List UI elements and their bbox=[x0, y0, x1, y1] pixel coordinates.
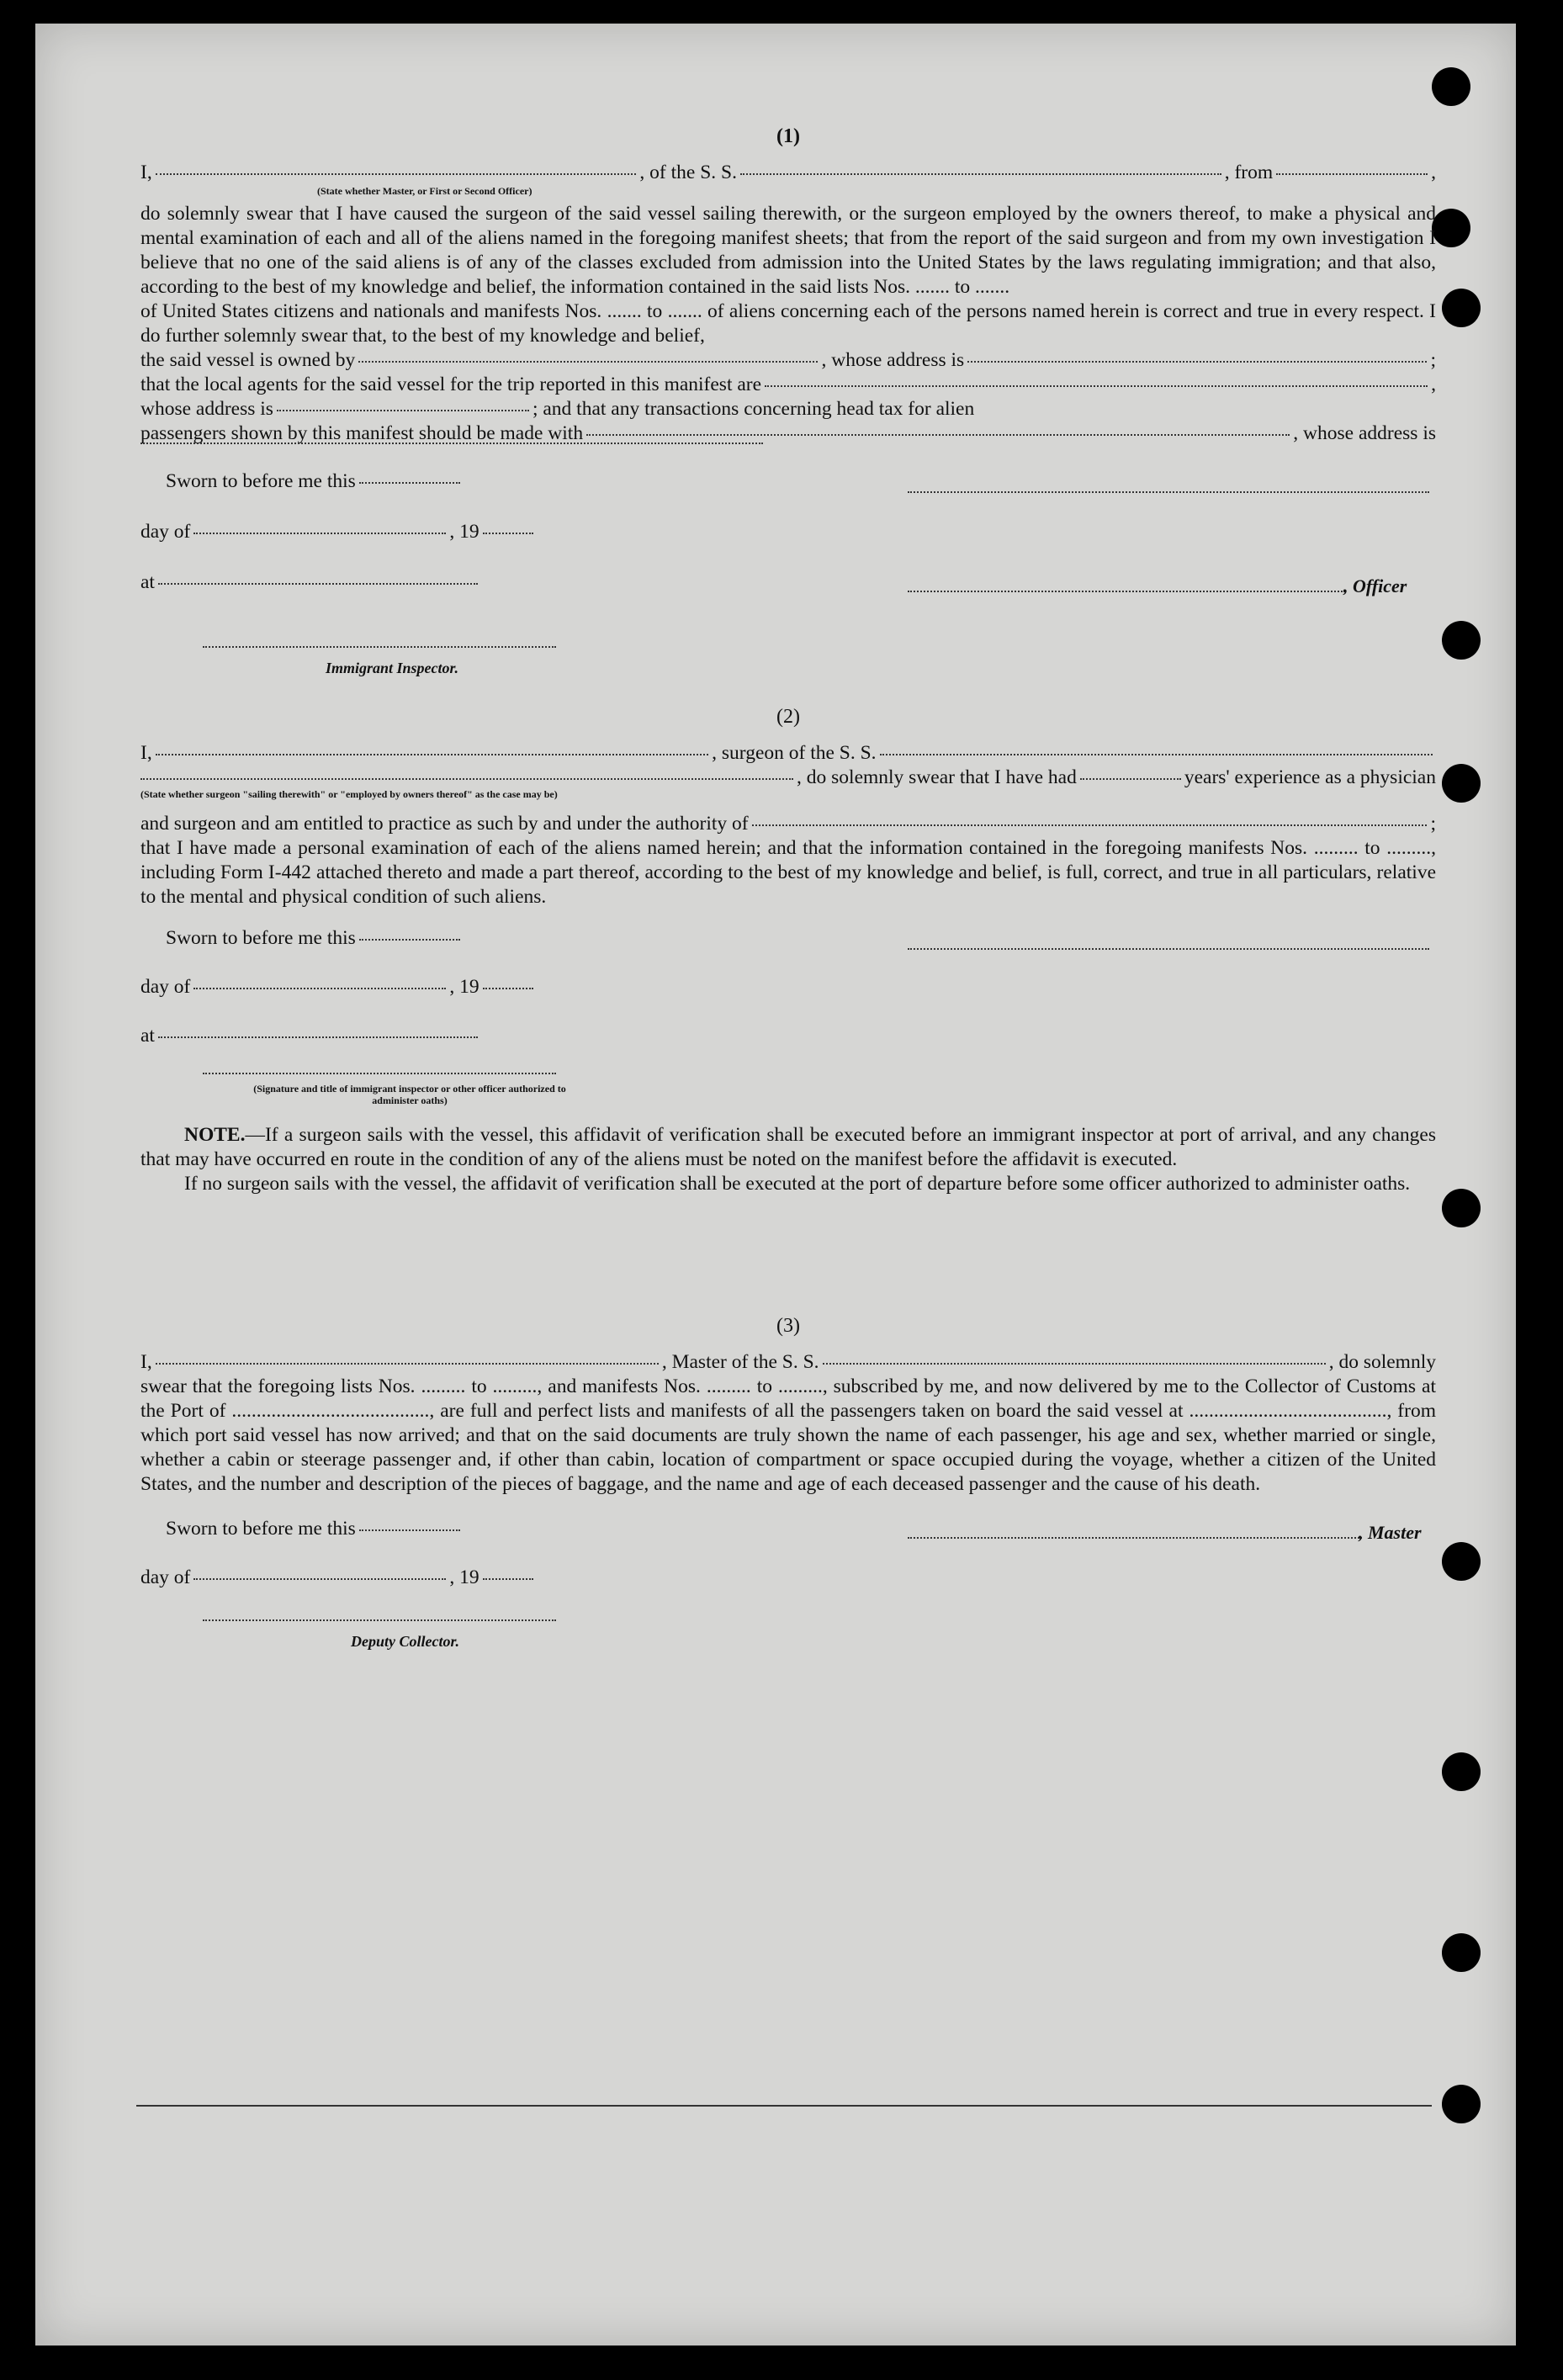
s3-paragraph: swear that the foregoing lists Nos. ......... to ........., and manifests Nos. ......... to ........., subscribed by me, and now delivered by me to the Collector of Customs at the Port of ........................................, are full and perfect lists and manifests of all the passengers taken on board the said vessel at ........................................, from which port said vessel has now arrived; and that on the said documents are truly shown the name of each passenger, his age and sex, whether married or single, whether a cabin or steerage passenger and, if other than cabin, location of compartment or space occupied during the voyage, whether a citizen of the United States, and the number and description of the pieces of baggage, and the name and age of each deceased passenger and the cause of his death. bbox=[140, 1376, 1436, 1495]
s3-vessel-field[interactable] bbox=[823, 1363, 1326, 1365]
s2-swear-had: , do solemnly swear that I have had bbox=[797, 766, 1077, 788]
s1-address-tail-line bbox=[140, 446, 1436, 448]
s1-inspector-label: Immigrant Inspector. bbox=[326, 660, 459, 676]
s1-at-label: at bbox=[140, 571, 155, 593]
s2-sworn-day-field[interactable] bbox=[359, 939, 460, 941]
s3-sworn-label: Sworn to before me this bbox=[166, 1518, 356, 1540]
s3-sworn-block bbox=[140, 1517, 1436, 1660]
s3-day-row bbox=[140, 1566, 537, 1590]
s1-passengers: passengers shown by this manifest should be made with bbox=[140, 422, 584, 444]
s1-line-1: I, , of the S. S. , from , bbox=[140, 162, 1437, 183]
section-1-number: (1) bbox=[776, 125, 800, 147]
s1-inspector-signature-line[interactable] bbox=[203, 646, 556, 648]
punch-hole bbox=[1442, 289, 1481, 327]
s2-year-label: , 19 bbox=[449, 976, 479, 998]
s3-master-name-field[interactable] bbox=[156, 1363, 659, 1365]
s2-inspector-signature-line[interactable] bbox=[203, 1073, 556, 1074]
officer-rank-field[interactable] bbox=[156, 173, 637, 175]
s1-local-agents: that the local agents for the said vessel for the trip reported in this manifest are bbox=[140, 374, 762, 395]
punch-hole bbox=[1432, 67, 1470, 106]
s2-years-exp: years' experience as a physician bbox=[1184, 766, 1436, 788]
s1-whose-address-is: whose address is bbox=[140, 398, 273, 420]
s2-sworn-row bbox=[166, 926, 464, 951]
s1-officer-signature-line[interactable] bbox=[908, 591, 1345, 592]
owner-field[interactable] bbox=[358, 361, 818, 363]
s1-year-label: , 19 bbox=[449, 521, 479, 543]
head-tax-address-field[interactable] bbox=[140, 443, 763, 444]
punch-hole bbox=[1442, 1189, 1481, 1227]
s3-month-field[interactable] bbox=[193, 1578, 446, 1580]
authority-field[interactable] bbox=[752, 824, 1428, 826]
departure-port-field[interactable] bbox=[1276, 173, 1428, 175]
s3-line-1 bbox=[140, 1350, 1436, 1375]
s3-master-of: , Master of the S. S. bbox=[661, 1351, 819, 1373]
s3-year-field[interactable] bbox=[483, 1578, 533, 1580]
s1-from: , from bbox=[1224, 162, 1274, 183]
s1-paragraph-a: do solemnly swear that I have caused the surgeon of the said vessel sailing therewith, or the surgeon employed by the owners thereof, to make a physical and mental examination of each and all of the aliens named in the foregoing manifest sheets; that from the report of the said surgeon and from my own investigation I believe that no one of the said aliens is of any of the classes excluded from admission into the United States by the laws regulating immigration; and that also, according to the best of my knowledge and belief, the information contained in the said lists Nos. ....... to ....... bbox=[140, 203, 1436, 298]
surgeon-name-field[interactable] bbox=[156, 754, 708, 755]
agent-address-field[interactable] bbox=[277, 410, 529, 411]
punch-hole bbox=[1442, 2085, 1481, 2123]
s2-authority: and surgeon and am entitled to practice as such by and under the authority of bbox=[140, 813, 749, 835]
head-tax-contact-field[interactable] bbox=[586, 434, 1290, 436]
s2-authority-line: and surgeon and am entitled to practice as such by and under the authority of ; bbox=[140, 813, 1436, 835]
punch-hole bbox=[1442, 621, 1481, 660]
s2-surgeon-signature-line[interactable] bbox=[908, 948, 1429, 950]
s1-head-tax: ; and that any transactions concerning head tax for alien bbox=[532, 398, 975, 420]
punch-hole bbox=[1442, 1933, 1481, 1972]
s2-day-row bbox=[140, 975, 537, 999]
bottom-rule bbox=[136, 2105, 1432, 2107]
section-2-number: (2) bbox=[776, 706, 800, 728]
punch-hole bbox=[1442, 764, 1481, 803]
s1-sworn-row bbox=[166, 469, 464, 494]
s1-year-field[interactable] bbox=[483, 533, 533, 534]
s1-agent-address-line bbox=[140, 397, 1436, 421]
s2-opening: I, bbox=[140, 742, 152, 764]
s2-day-of-label: day of bbox=[140, 976, 191, 998]
punch-hole bbox=[1432, 209, 1470, 247]
s1-owned-by: the said vessel is owned by bbox=[140, 349, 356, 371]
s2-line-1 bbox=[140, 741, 1436, 766]
s3-day-of-label: day of bbox=[140, 1566, 191, 1588]
caption-surgeon: (State whether surgeon "sailing therewith" or "employed by owners thereof" as the case may be) bbox=[140, 788, 558, 800]
s3-sworn-row bbox=[166, 1517, 464, 1541]
s3-do-solemnly: , do solemnly bbox=[1328, 1351, 1436, 1373]
s2-paragraph: that I have made a personal examination of each of the aliens named herein; and that the information contained in the foregoing manifests Nos. ......... to ........., including Form I-442 attached thereto and made a part thereof, according to the best of my knowledge and belief, is full, correct, and true in all particulars, relative to the mental and physical condition of such aliens. bbox=[140, 837, 1436, 908]
s3-master-label: , Master bbox=[1359, 1522, 1422, 1543]
s2-sworn-label: Sworn to before me this bbox=[166, 927, 356, 949]
vessel-name-field[interactable] bbox=[740, 173, 1221, 175]
s1-at-row bbox=[140, 570, 481, 595]
section-3-number: (3) bbox=[776, 1315, 800, 1337]
s1-sworn-day-field[interactable] bbox=[359, 482, 460, 484]
s1-month-field[interactable] bbox=[193, 533, 446, 534]
s1-agents-line: that the local agents for the said vessel for the trip reported in this manifest are , bbox=[140, 374, 1436, 395]
s3-year-label: , 19 bbox=[449, 1566, 479, 1588]
s1-signature-line-top[interactable] bbox=[908, 491, 1429, 493]
punch-hole bbox=[1442, 1542, 1481, 1581]
s1-day-of-label: day of bbox=[140, 521, 191, 543]
s1-whose-address-end: , whose address is bbox=[1293, 422, 1436, 444]
s1-sworn-label: Sworn to before me this bbox=[166, 470, 356, 492]
punch-hole bbox=[1442, 1752, 1481, 1791]
s2-vessel-field[interactable] bbox=[880, 754, 1433, 755]
years-experience-field[interactable] bbox=[1080, 778, 1181, 780]
surgeon-status-field[interactable] bbox=[140, 778, 793, 780]
s2-year-field[interactable] bbox=[483, 988, 533, 989]
s1-paragraph-b: of United States citizens and nationals and manifests Nos. ....... to ....... of aliens concerning each of the persons named herein is correct and true in every respect. I do further solemnly swear that, to the best of my knowledge and belief, bbox=[140, 300, 1436, 347]
affidavit-content bbox=[140, 125, 1436, 1660]
s3-opening: I, bbox=[140, 1351, 152, 1373]
s1-officer-label: , Officer bbox=[1343, 575, 1407, 596]
s3-sworn-day-field[interactable] bbox=[359, 1529, 460, 1531]
agents-field[interactable] bbox=[765, 385, 1428, 387]
note-paragraph bbox=[140, 1123, 1436, 1172]
s1-place-field[interactable] bbox=[158, 583, 478, 585]
s1-day-row bbox=[140, 520, 537, 544]
s3-master-signature-line[interactable] bbox=[908, 1537, 1362, 1539]
s2-signature-caption: (Signature and title of immigrant inspector or other officer authorized to administer oaths) bbox=[253, 1083, 566, 1106]
s2-at-label: at bbox=[140, 1025, 155, 1047]
note-label: NOTE. bbox=[184, 1124, 246, 1146]
s1-whose-address: , whose address is bbox=[821, 349, 965, 371]
s1-owned-line: the said vessel is owned by , whose address is ; bbox=[140, 349, 1436, 371]
s1-of-ss: , of the S. S. bbox=[639, 162, 737, 183]
s2-sworn-block bbox=[140, 920, 1436, 1113]
s2-at-row bbox=[140, 1024, 481, 1048]
s2-line-2 bbox=[140, 766, 1436, 790]
s2-surgeon-of: , surgeon of the S. S. bbox=[712, 742, 877, 764]
manifest-back-sheet bbox=[35, 24, 1516, 2346]
s2-month-field[interactable] bbox=[193, 988, 446, 989]
s3-deputy-label: Deputy Collector. bbox=[351, 1633, 459, 1650]
s1-opening: I, bbox=[140, 162, 152, 183]
s1-sworn-block bbox=[140, 463, 1436, 690]
caption-master: (State whether Master, or First or Second Officer) bbox=[317, 185, 532, 197]
note-text: —If a surgeon sails with the vessel, this affidavit of verification shall be executed before an immigrant inspector at port of arrival, and any changes that may have occurred en route in the condition of any of the aliens must be noted on the manifest before the affidavit is executed. bbox=[140, 1124, 1436, 1170]
note-paragraph-2: If no surgeon sails with the vessel, the affidavit of verification shall be executed at the port of departure before some officer authorized to administer oaths. bbox=[184, 1173, 1411, 1195]
s3-deputy-signature-line[interactable] bbox=[203, 1619, 556, 1621]
s2-place-field[interactable] bbox=[158, 1036, 478, 1038]
owner-address-field[interactable] bbox=[967, 361, 1427, 363]
